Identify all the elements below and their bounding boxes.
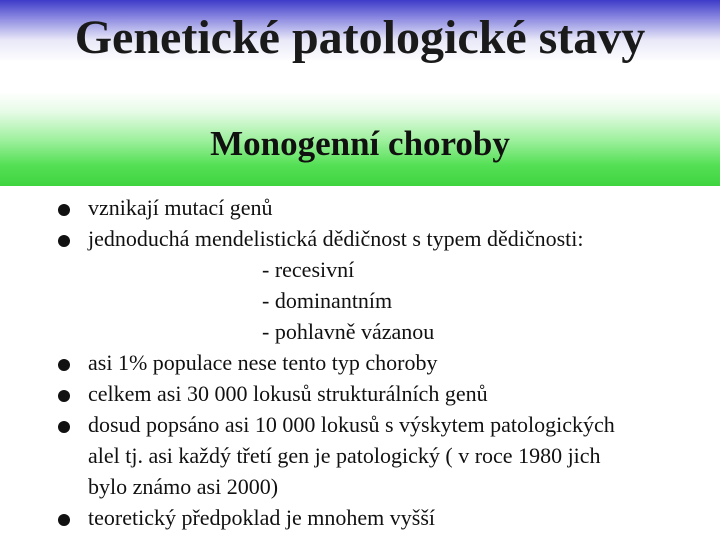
bullet-text: alel tj. asi každý třetí gen je patologický ( v roce 1980 jich: [88, 443, 601, 468]
bullet-dot-icon: [58, 514, 70, 526]
bullet-item: [58, 223, 718, 347]
bullet-list: [58, 192, 718, 533]
bullet-item: [58, 409, 718, 502]
bullet-item: [58, 192, 718, 223]
bullet-dot-icon: [58, 421, 70, 433]
bullet-text: teoretický předpoklad je mnohem vyšší: [88, 505, 436, 530]
bullet-text: bylo známo asi 2000): [88, 474, 279, 499]
bullet-text: dosud popsáno asi 10 000 lokusů s výskytem patologických: [88, 412, 615, 437]
bullet-dot-icon: [58, 235, 70, 247]
sub-item: - recesivní: [262, 257, 355, 282]
slide-title: Genetické patologické stavy: [74, 11, 646, 64]
bullet-text: asi 1% populace nese tento typ choroby: [88, 350, 438, 375]
bullet-text: celkem asi 30 000 lokusů strukturálních genů: [88, 381, 488, 406]
bullet-item: [58, 502, 718, 533]
bullet-text: vznikají mutací genů: [88, 195, 273, 220]
sub-item: - pohlavně vázanou: [262, 319, 435, 344]
bullet-item: [58, 347, 718, 378]
bullet-text: jednoduchá mendelistická dědičnost s typem dědičnosti:: [88, 226, 584, 251]
bullet-dot-icon: [58, 390, 70, 402]
bullet-item: [58, 378, 718, 409]
slide-subtitle: Monogenní choroby: [210, 124, 510, 163]
bullet-dot-icon: [58, 359, 70, 371]
bullet-dot-icon: [58, 204, 70, 216]
sub-item: - dominantním: [262, 288, 393, 313]
